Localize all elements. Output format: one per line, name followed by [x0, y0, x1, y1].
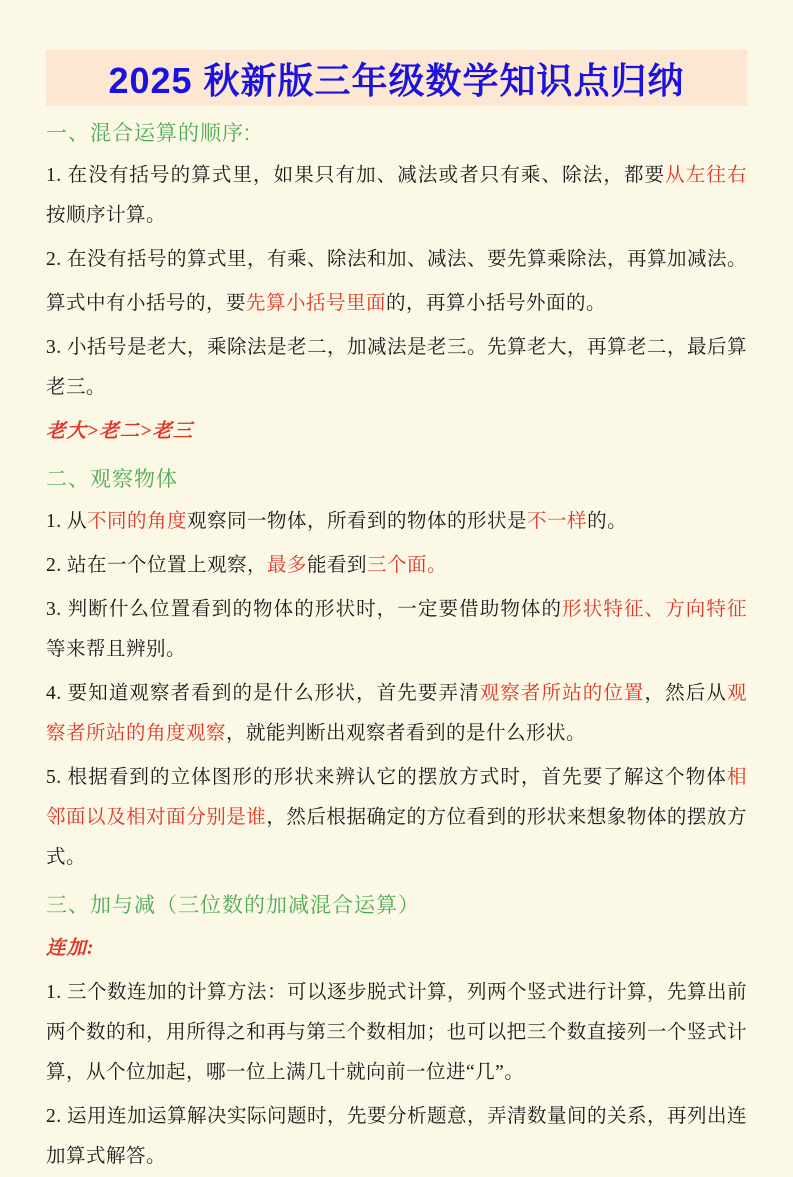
paragraph — [46, 758, 747, 878]
text-run: 最多 — [267, 555, 308, 577]
text-run: 能看到 — [307, 555, 368, 577]
highlight-line — [46, 412, 747, 452]
paragraph — [46, 328, 747, 408]
text-run: ，然后根据确定的方位看到的形状来想象物体的摆放方式。 — [46, 807, 747, 869]
paragraph — [46, 590, 747, 670]
document-content — [46, 121, 747, 1177]
text-run: 算式中有小括号的，要 — [46, 293, 247, 315]
paragraph — [46, 156, 747, 236]
text-run: 从左往右 — [665, 165, 747, 187]
paragraph — [46, 284, 747, 324]
paragraph — [46, 674, 747, 754]
text-run: 2. 运用连加运算解决实际问题时，先要分析题意，弄清数量间的关系，再列出连加算式解答。 — [46, 1105, 748, 1167]
text-run: ，就能判断出观察者看到的是什么形状。 — [226, 723, 587, 745]
text-run: 二、观察物体 — [46, 468, 178, 492]
text-run: 2. 在没有括号的算式里，有乘、除法和加、减法、要先算乘除法，再算加减法。 — [46, 249, 748, 271]
highlight-line — [46, 929, 747, 969]
paragraph — [46, 240, 747, 280]
text-run: ，然后从 — [644, 683, 727, 705]
text-run: 1. 从 — [46, 511, 88, 533]
text-run: 相邻面以及相对面分别是谁 — [46, 767, 747, 829]
text-run: 三个面。 — [367, 555, 448, 577]
text-run: 形状特征、方向特征 — [562, 599, 747, 621]
section-heading — [46, 893, 747, 918]
text-run: 2. 站在一个位置上观察， — [46, 555, 268, 577]
text-run: 4. 要知道观察者看到的是什么形状，首先要弄清 — [46, 683, 480, 705]
page-title: 2025 秋新版三年级数学知识点归纳 — [108, 59, 685, 101]
text-run: 一、混合运算的顺序: — [46, 122, 251, 145]
text-run: 不同的角度 — [87, 511, 188, 533]
paragraph — [46, 1097, 747, 1177]
text-run: 按顺序计算。 — [46, 205, 167, 227]
paragraph — [46, 502, 747, 542]
text-run: 观察者所站的位置 — [479, 683, 645, 705]
document-title-band — [46, 50, 747, 106]
paragraph — [46, 973, 747, 1093]
text-run: 等来帮且辨别。 — [46, 639, 187, 661]
text-run: 不一样 — [527, 511, 588, 533]
text-run: 的。 — [587, 511, 628, 533]
text-run: 3. 判断什么位置看到的物体的形状时，一定要借助物体的 — [46, 599, 563, 621]
text-run: 老大>老二>老三 — [46, 421, 194, 443]
section-heading — [46, 467, 747, 492]
text-run: 连加: — [46, 937, 95, 959]
text-run: 的，再算小括号外面的。 — [386, 293, 607, 315]
text-run: 三、加与减（三位数的加减混合运算） — [46, 894, 420, 918]
text-run: 先算小括号里面 — [246, 293, 387, 315]
text-run: 5. 根据看到的立体图形的形状来辨认它的摆放方式时，首先要了解这个物体 — [46, 767, 727, 789]
text-run: 观察同一物体，所看到的物体的形状是 — [187, 511, 528, 533]
text-run: 观察者所站的角度观察 — [46, 683, 747, 745]
text-run: 1. 三个数连加的计算方法：可以逐步脱式计算，列两个竖式进行计算，先算出前两个数的和，用所得之和再与第三个数相加；也可以把三个数直接列一个竖式计算，从个位加起，哪一位上满几十就向前一位进“几”。 — [46, 981, 748, 1083]
text-run: 3. 小括号是老大，乘除法是老二，加减法是老三。先算老大，再算老二，最后算老三。 — [46, 337, 748, 399]
section-heading — [46, 121, 747, 146]
paragraph — [46, 546, 747, 586]
text-run: 1. 在没有括号的算式里，如果只有加、减法或者只有乘、除法，都要 — [46, 165, 666, 187]
